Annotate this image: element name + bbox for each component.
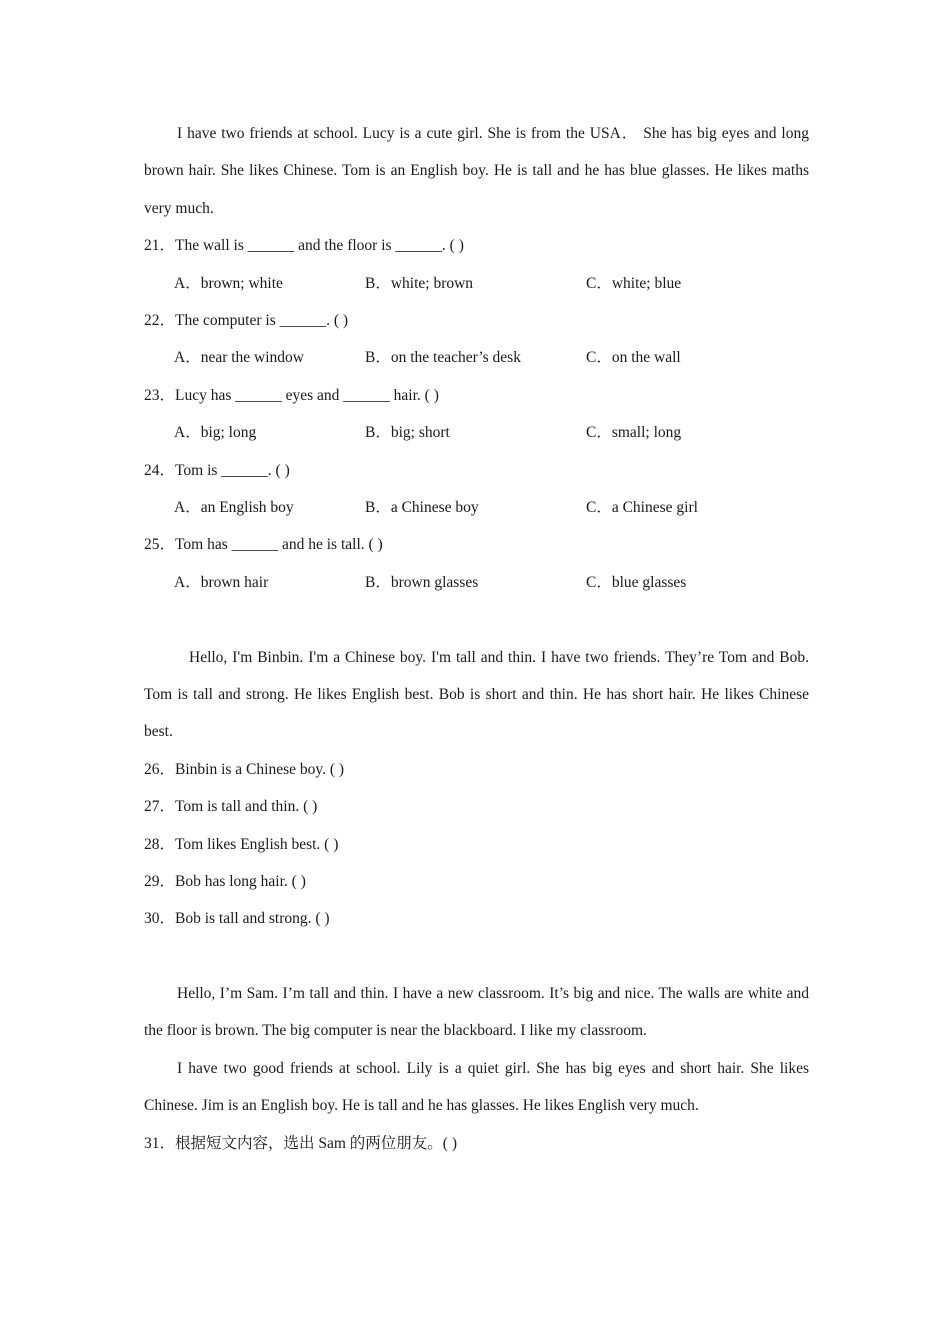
option-c: C．a Chinese girl [586, 498, 698, 516]
option-c: C．blue glasses [586, 573, 687, 591]
question-22: 22．The computer is ______. ( ) [144, 312, 349, 329]
passage-3-paragraph-2: I have two good friends at school. Lily is a quiet girl. She has big eyes and short hair. She likes Chinese. Jim is an English boy. He is tall and he has glasses. He likes English very much. [144, 1059, 809, 1115]
section-spacer [144, 601, 809, 638]
option-a: A．near the window [174, 349, 304, 367]
option-a: A．an English boy [174, 498, 294, 516]
question-30: 30．Bob is tall and strong. ( ) [144, 910, 330, 928]
question-21: 21．The wall is ______ and the floor is ______. ( ) [144, 237, 464, 255]
question-27: 27．Tom is tall and thin. ( ) [144, 798, 318, 816]
question-29: 29．Bob has long hair. ( ) [144, 872, 306, 890]
option-c: C．small; long [586, 424, 682, 442]
passage-2-text: Hello, I'm Binbin. I'm a Chinese boy. I'm tall and thin. I have two friends. They’re Tom and Bob. Tom is tall and strong. He likes English best. Bob is short and thin. He has short hair. He likes Chinese best. [144, 648, 809, 741]
question-22-options [144, 339, 809, 376]
option-c: C．white; blue [586, 274, 682, 292]
section-spacer [144, 938, 809, 975]
passage-3-paragraph-1: Hello, I’m Sam. I’m tall and thin. I have a new classroom. It’s big and nice. The walls are white and the floor is brown. The big computer is near the blackboard. I like my classroom. [144, 985, 809, 1040]
option-c: C．on the wall [586, 349, 681, 367]
passage-1-text: I have two friends at school. Lucy is a cute girl. She is from the USA． She has big eyes and long brown hair. She likes Chinese. Tom is an English boy. He is tall and he has blue glasses. He likes maths very much. [144, 125, 809, 217]
option-b: B．a Chinese boy [365, 498, 479, 516]
option-a: A．brown; white [174, 274, 283, 292]
option-b: B．brown glasses [365, 573, 479, 591]
option-b: B．on the teacher’s desk [365, 349, 521, 367]
question-23-options [144, 414, 809, 451]
question-25-options [144, 564, 809, 601]
option-b: B．white; brown [365, 274, 474, 292]
option-a: A．big; long [174, 424, 257, 442]
question-24: 24．Tom is ______. ( ) [144, 461, 290, 479]
question-24-options [144, 489, 809, 526]
question-28: 28．Tom likes English best. ( ) [144, 835, 339, 853]
worksheet-page [144, 115, 809, 1162]
option-b: B．big; short [365, 424, 450, 442]
question-25: 25．Tom has ______ and he is tall. ( ) [144, 536, 383, 554]
question-23: 23．Lucy has ______ eyes and ______ hair. ( ) [144, 386, 439, 404]
question-26: 26．Binbin is a Chinese boy. ( ) [144, 760, 345, 778]
question-31: 31．根据短文内容，选出 Sam 的两位朋友。( ) [144, 1134, 458, 1152]
option-a: A．brown hair [174, 573, 269, 591]
question-21-options [144, 265, 809, 302]
